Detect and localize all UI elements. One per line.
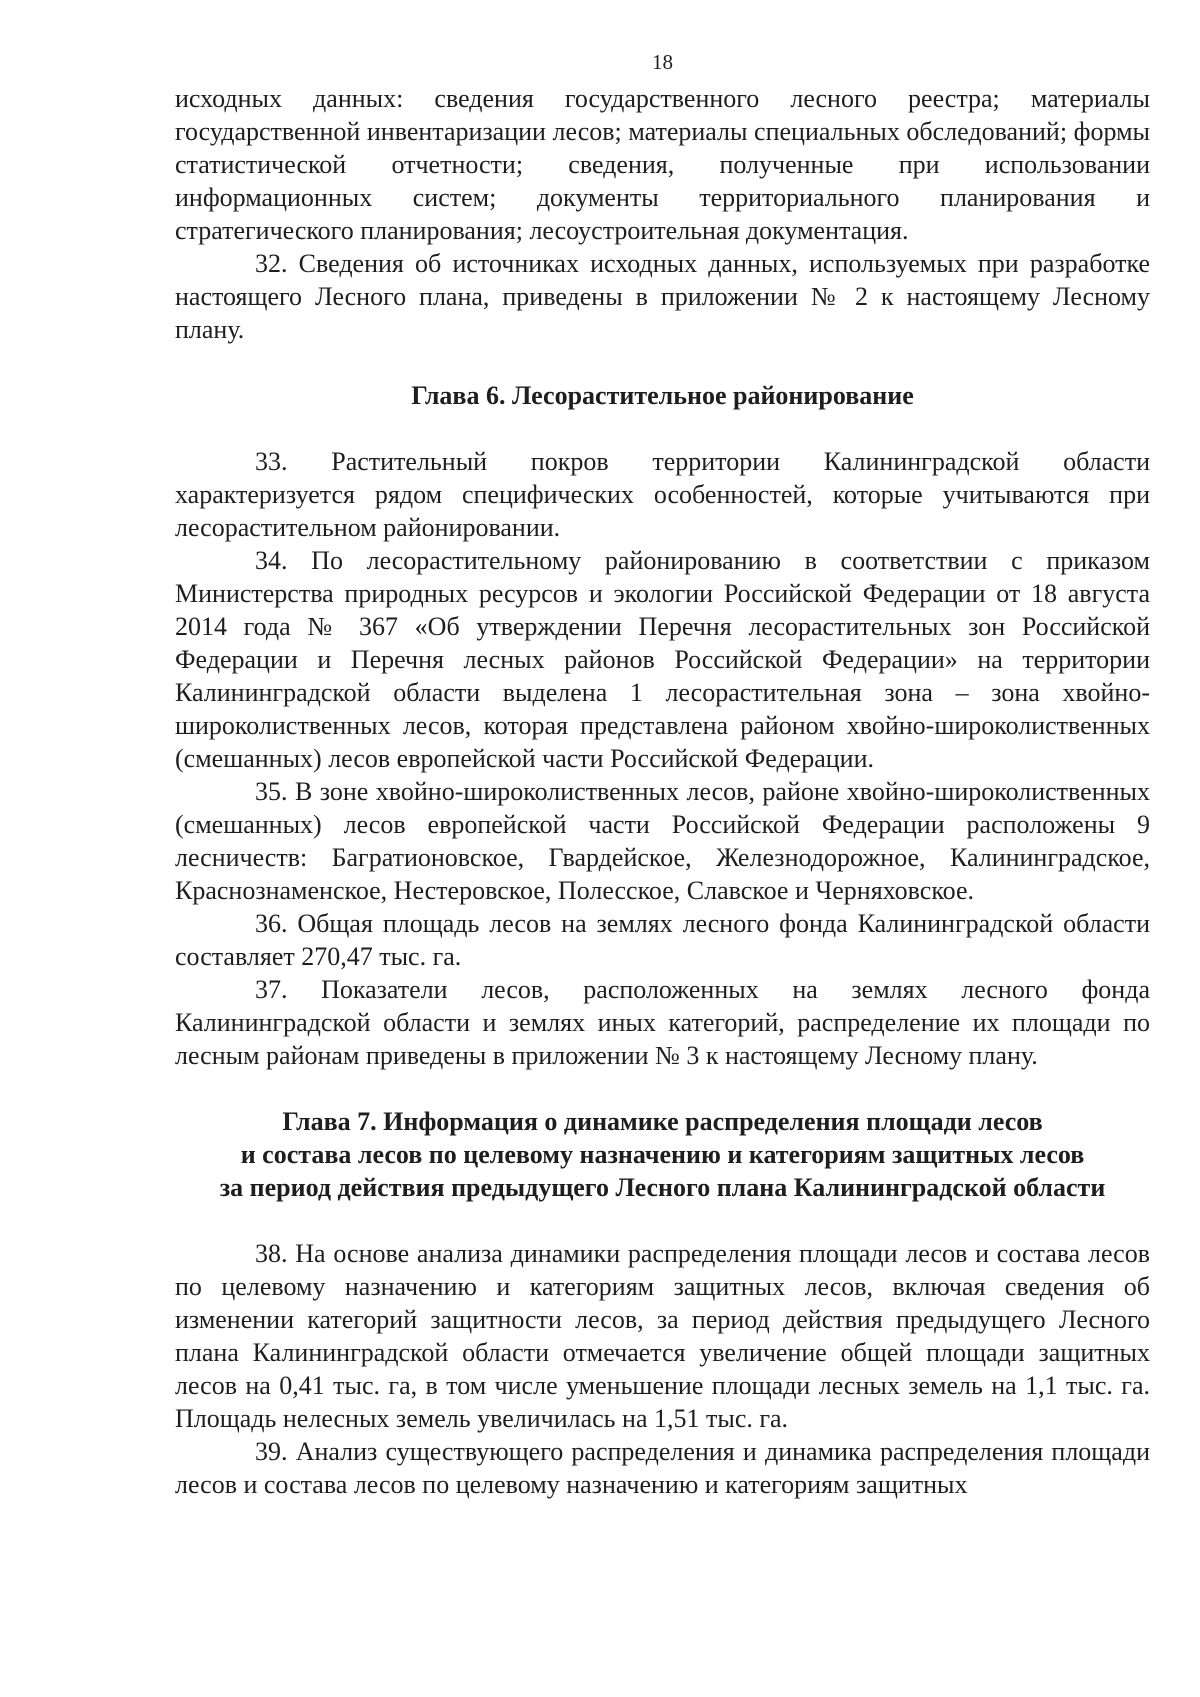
- chapter-7-heading-line-1: Глава 7. Информация о динамике распределения площади лесов: [282, 1107, 1043, 1136]
- page-number: 18: [652, 50, 673, 74]
- spacer: [175, 412, 1150, 445]
- chapter-7-heading: [175, 1105, 1150, 1204]
- paragraph-37: 37. Показатели лесов, расположенных на землях лесного фонда Калининградской области и землях иных категорий, распределение их площади по лесным районам приведены в приложении № 3 к настоящему Лесному плану.: [175, 975, 1150, 1070]
- spacer: [175, 1072, 1150, 1105]
- paragraph-33: 33. Растительный покров территории Калининградской области характеризуется рядом специфических особенностей, которые учитываются при лесорастительном районировании.: [175, 447, 1150, 542]
- chapter-7-heading-line-2: и состава лесов по целевому назначению и категориям защитных лесов: [240, 1140, 1085, 1169]
- paragraph-34: 34. По лесорастительному районированию в соответствии с приказом Министерства природных ресурсов и экологии Российской Федерации от 18 августа 2014 года № 367 «Об утверждении Перечня лесорастительных зон Российской Федерации и Перечня лесных районов Российской Федерации» на территории Калининградской области выделена 1 лесорастительная зона – зона хвойно-широколиственных лесов, которая представлена районом хвойно-широколиственных (смешанных) лесов европейской части Российской Федерации.: [175, 546, 1150, 773]
- paragraph-35: 35. В зоне хвойно-широколиственных лесов, районе хвойно-широколиственных (смешанных) лесов европейской части Российской Федерации расположены 9 лесничеств: Багратионовское, Гвардейское, Железнодорожное, Калининградское, Краснознаменское, Нестеровское, Полесское, Славское и Черняховское.: [175, 777, 1150, 905]
- document-page: [175, 42, 1150, 1501]
- paragraph-39: 39. Анализ существующего распределения и динамика распределения площади лесов и состава лесов по целевому назначению и категориям защитных: [175, 1437, 1150, 1499]
- paragraph-38: 38. На основе анализа динамики распределения площади лесов и состава лесов по целевому назначению и категориям защитных лесов, включая сведения об изменении категорий защитности лесов, за период действия предыдущего Лесного плана Калининградской области отмечается увеличение общей площади защитных лесов на 0,41 тыс. га, в том числе уменьшение площади лесных земель на 1,1 тыс. га. Площадь нелесных земель увеличилась на 1,51 тыс. га.: [175, 1239, 1150, 1433]
- spacer: [175, 346, 1150, 379]
- paragraph-32: 32. Сведения об источниках исходных данных, используемых при разработке настоящего Лесного плана, приведены в приложении № 2 к настоящему Лесному плану.: [175, 249, 1150, 344]
- paragraph-31-continued: исходных данных: сведения государственного лесного реестра; материалы государственной инвентаризации лесов; материалы специальных обследований; формы статистической отчетности; сведения, полученные при использовании информационных систем; документы территориального планирования и стратегического планирования; лесоустроительная документация.: [175, 84, 1150, 245]
- spacer: [175, 1204, 1150, 1237]
- chapter-6-heading: Глава 6. Лесорастительное районирование: [411, 381, 914, 410]
- paragraph-36: 36. Общая площадь лесов на землях лесного фонда Калининградской области составляет 270,47 тыс. га.: [175, 909, 1150, 971]
- chapter-7-heading-line-3: за период действия предыдущего Лесного плана Калининградской области: [219, 1173, 1106, 1202]
